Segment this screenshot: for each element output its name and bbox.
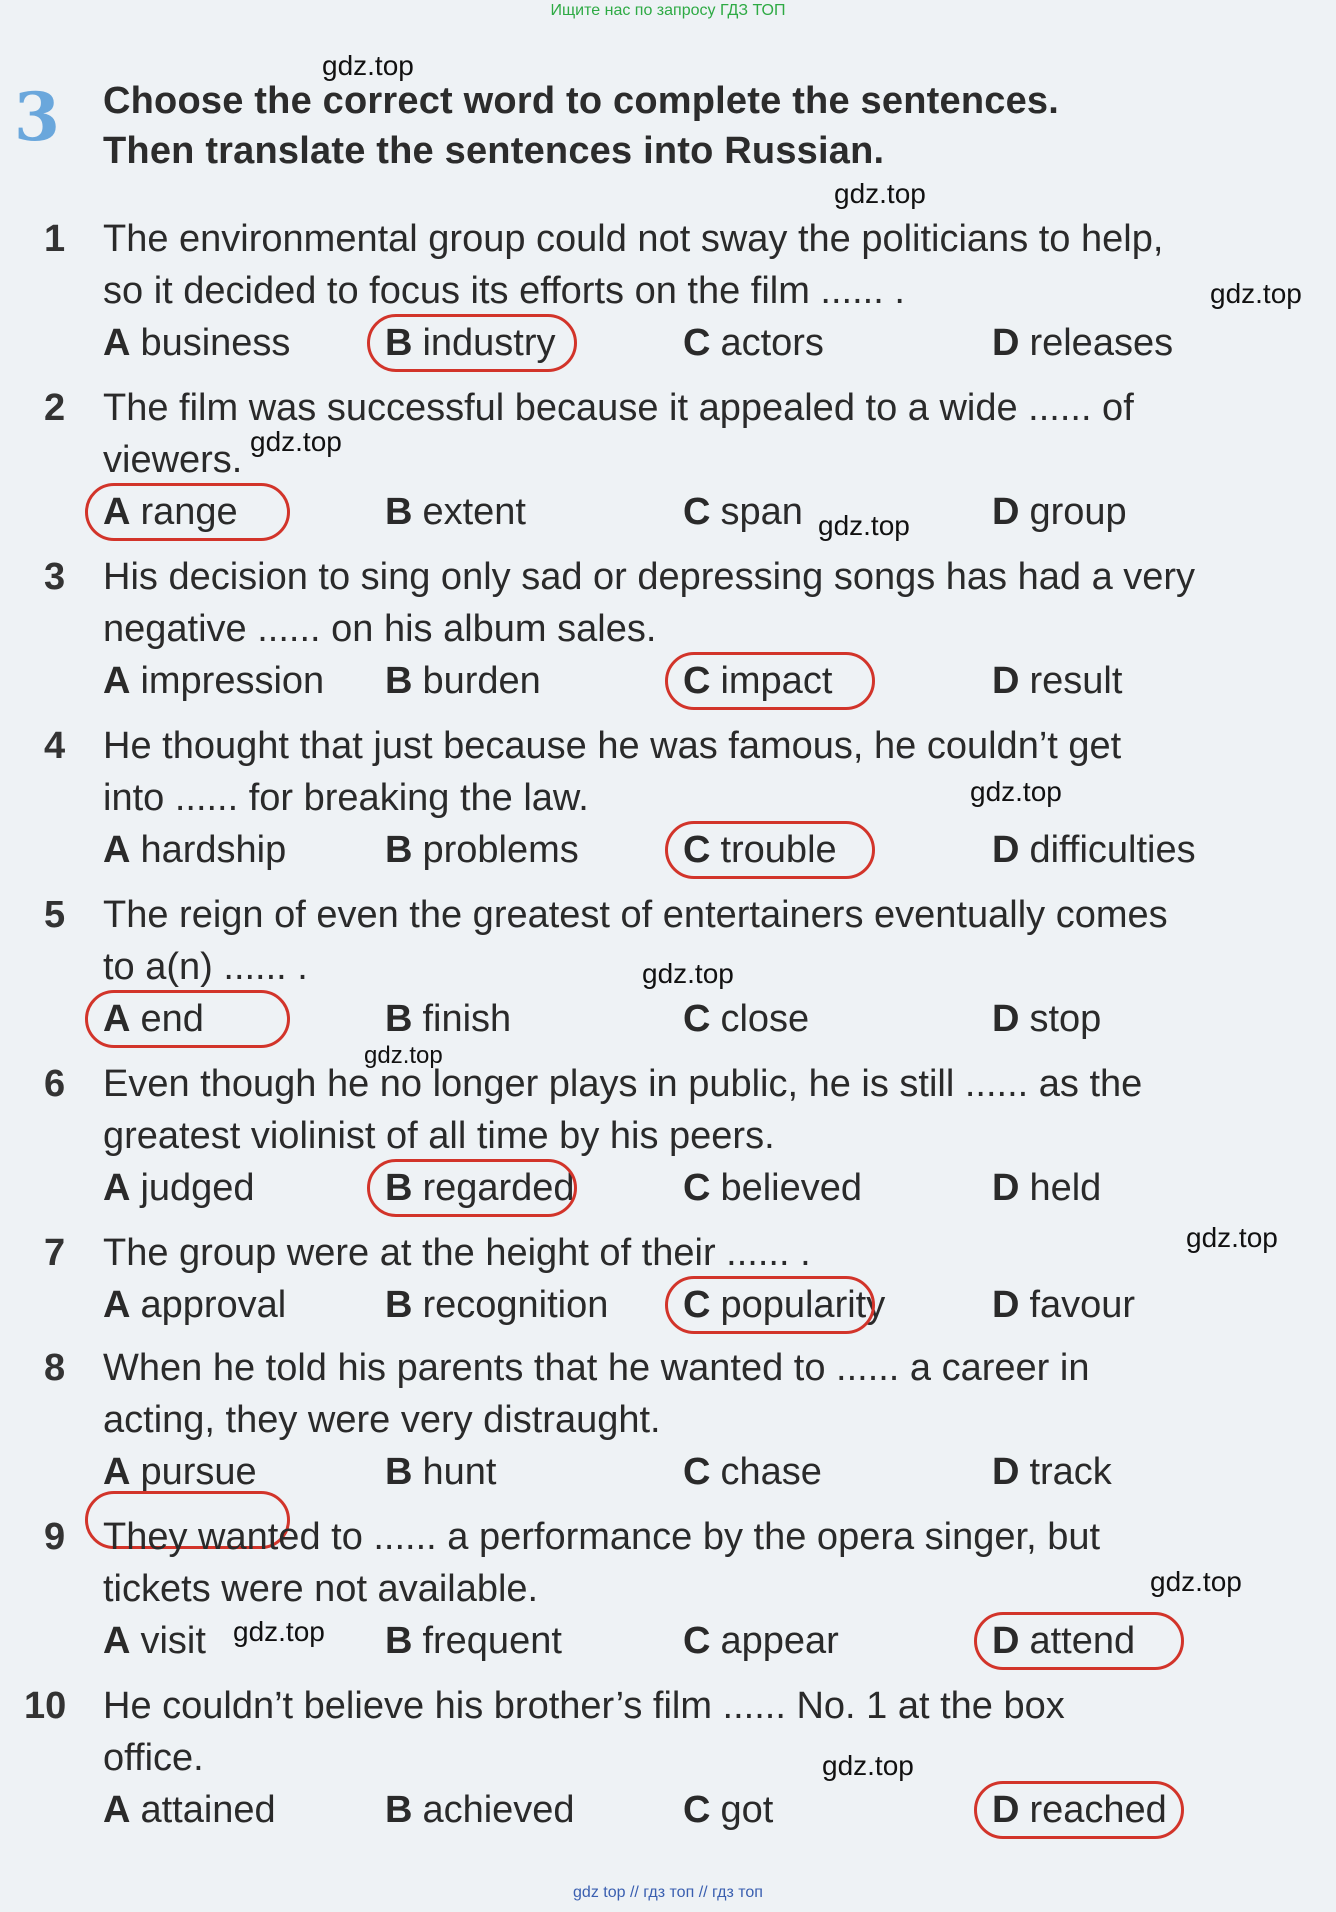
option-letter: D: [992, 1620, 1020, 1662]
option-letter: B: [385, 1167, 413, 1209]
option-letter: B: [385, 1620, 413, 1662]
question-text-line-1: The film was successful because it appealed to a wide ...... of: [103, 387, 1134, 429]
option-word: visit: [140, 1620, 206, 1662]
option-word: approval: [140, 1284, 287, 1326]
option-letter: A: [103, 1789, 131, 1831]
option-word: business: [140, 322, 291, 364]
option-word: chase: [720, 1451, 822, 1493]
option-letter: A: [103, 1620, 131, 1662]
watermark: gdz.top: [364, 1042, 443, 1069]
question-number: 3: [44, 556, 66, 598]
question-number: 6: [44, 1063, 66, 1105]
option-word: recognition: [422, 1284, 609, 1326]
option-word: impact: [720, 660, 833, 702]
answer-circle: [85, 483, 290, 541]
watermark: gdz.top: [1150, 1566, 1242, 1597]
exercise-instruction-line-2: Then translate the sentences into Russian.: [103, 130, 885, 172]
question-text-line-2: office.: [103, 1737, 204, 1779]
question-text-line-1: Even though he no longer plays in public, he is still ...... as the: [103, 1063, 1143, 1105]
option-d[interactable]: [992, 1284, 1135, 1327]
question-text-line-1: He thought that just because he was famous, he couldn’t get: [103, 725, 1122, 767]
option-word: track: [1029, 1451, 1112, 1493]
option-letter: D: [992, 829, 1020, 871]
option-letter: C: [683, 1620, 711, 1662]
option-word: popularity: [720, 1284, 886, 1326]
answer-circle: [665, 821, 875, 879]
option-word: held: [1029, 1167, 1102, 1209]
answer-circle: [974, 1781, 1184, 1839]
watermark: gdz.top: [322, 50, 414, 81]
question-text-line-1: The environmental group could not sway the politicians to help,: [103, 218, 1164, 260]
option-letter: B: [385, 1284, 413, 1326]
question-number: 5: [44, 894, 66, 936]
option-letter: D: [992, 1167, 1020, 1209]
option-letter: A: [103, 1284, 131, 1326]
option-word: impression: [140, 660, 325, 702]
option-letter: A: [103, 829, 131, 871]
option-letter: B: [385, 829, 413, 871]
option-letter: C: [683, 1167, 711, 1209]
option-letter: D: [992, 1451, 1020, 1493]
option-c[interactable]: [683, 491, 803, 534]
option-word: burden: [422, 660, 541, 702]
option-word: favour: [1029, 1284, 1136, 1326]
question-text-line-2: tickets were not available.: [103, 1568, 539, 1610]
option-c[interactable]: [683, 998, 809, 1041]
question-text-line-1: The reign of even the greatest of entertainers eventually comes: [103, 894, 1168, 936]
option-letter: D: [992, 322, 1020, 364]
option-word: trouble: [720, 829, 837, 871]
option-d[interactable]: [992, 829, 1196, 872]
option-a[interactable]: [103, 1789, 276, 1832]
exercise-number: 3: [14, 78, 60, 156]
option-letter: C: [683, 660, 711, 702]
watermark: gdz.top: [1210, 278, 1302, 309]
option-word: attend: [1029, 1620, 1136, 1662]
option-letter: C: [683, 1284, 711, 1326]
option-b[interactable]: [385, 1620, 562, 1663]
option-letter: B: [385, 1451, 413, 1493]
option-letter: C: [683, 1451, 711, 1493]
answer-circle: [85, 990, 290, 1048]
option-letter: A: [103, 322, 131, 364]
option-word: reached: [1029, 1789, 1167, 1831]
option-word: end: [140, 998, 204, 1040]
option-b[interactable]: [385, 660, 541, 703]
option-d[interactable]: [992, 660, 1122, 703]
option-a[interactable]: [103, 322, 290, 365]
option-letter: A: [103, 1167, 131, 1209]
question-text-line-2: viewers.: [103, 439, 243, 481]
question-text-line-2: into ...... for breaking the law.: [103, 777, 589, 819]
option-d[interactable]: [992, 1451, 1112, 1494]
option-letter: B: [385, 660, 413, 702]
option-a[interactable]: [103, 660, 324, 703]
option-a[interactable]: [103, 1167, 255, 1210]
question-text-line-1: He couldn’t believe his brother’s film ...... No. 1 at the box: [103, 1685, 1065, 1727]
option-letter: A: [103, 1451, 131, 1493]
answer-circle: [665, 652, 875, 710]
question-number: 9: [44, 1516, 66, 1558]
option-word: close: [720, 998, 810, 1040]
question-text-line-2: acting, they were very distraught.: [103, 1399, 661, 1441]
option-word: span: [720, 491, 803, 533]
option-a[interactable]: [103, 1620, 206, 1663]
option-letter: B: [385, 1789, 413, 1831]
option-c[interactable]: [683, 1451, 822, 1494]
option-b[interactable]: [385, 1789, 575, 1832]
watermark: gdz.top: [822, 1750, 914, 1781]
answer-circle: [367, 1159, 577, 1217]
question-number: 7: [44, 1232, 66, 1274]
option-word: industry: [422, 322, 556, 364]
option-letter: C: [683, 1789, 711, 1831]
option-d[interactable]: [992, 1167, 1101, 1210]
option-word: hardship: [140, 829, 287, 871]
option-word: believed: [720, 1167, 863, 1209]
bottom-footer[interactable]: gdz top // гдз топ // гдз топ: [573, 1884, 763, 1901]
answer-circle: [367, 314, 577, 372]
option-letter: A: [103, 660, 131, 702]
option-word: group: [1029, 491, 1127, 533]
option-word: attained: [140, 1789, 276, 1831]
option-d[interactable]: [992, 491, 1127, 534]
question-number: 10: [24, 1685, 67, 1727]
watermark: gdz.top: [250, 426, 342, 457]
option-a[interactable]: [103, 829, 286, 872]
question-text-line-1: When he told his parents that he wanted to ...... a career in: [103, 1347, 1090, 1389]
answer-circle: [665, 1276, 875, 1334]
option-word: pursue: [140, 1451, 257, 1493]
question-number: 1: [44, 218, 66, 260]
option-letter: D: [992, 1284, 1020, 1326]
option-c[interactable]: [683, 1789, 773, 1832]
option-letter: C: [683, 491, 711, 533]
watermark: gdz.top: [233, 1616, 325, 1647]
option-word: got: [720, 1789, 774, 1831]
option-word: result: [1029, 660, 1123, 702]
option-letter: B: [385, 491, 413, 533]
option-b[interactable]: [385, 1284, 608, 1327]
option-letter: D: [992, 660, 1020, 702]
option-word: range: [140, 491, 238, 533]
watermark: gdz.top: [818, 510, 910, 541]
option-word: actors: [720, 322, 824, 364]
option-word: regarded: [422, 1167, 575, 1209]
option-b[interactable]: [385, 998, 511, 1041]
question-number: 4: [44, 725, 66, 767]
option-word: hunt: [422, 1451, 497, 1493]
option-c[interactable]: [683, 1167, 862, 1210]
question-number: 8: [44, 1347, 66, 1389]
option-d[interactable]: [992, 998, 1101, 1041]
option-word: finish: [422, 998, 512, 1040]
option-d[interactable]: [992, 322, 1173, 365]
option-letter: C: [683, 322, 711, 364]
option-a[interactable]: [103, 1284, 286, 1327]
option-word: difficulties: [1029, 829, 1196, 871]
top-banner[interactable]: Ищите нас по запросу ГДЗ ТОП: [550, 2, 786, 19]
option-letter: B: [385, 322, 413, 364]
option-word: frequent: [422, 1620, 562, 1662]
option-letter: D: [992, 1789, 1020, 1831]
watermark: gdz.top: [970, 776, 1062, 807]
question-text-line-2: so it decided to focus its efforts on the film ...... .: [103, 270, 905, 312]
option-c[interactable]: [683, 1620, 839, 1663]
option-word: problems: [422, 829, 579, 871]
option-letter: A: [103, 491, 131, 533]
watermark: gdz.top: [1186, 1222, 1278, 1253]
question-text-line-2: to a(n) ...... .: [103, 946, 308, 988]
option-letter: D: [992, 998, 1020, 1040]
question-text-line-1: They wanted to ...... a performance by the opera singer, but: [103, 1516, 1101, 1558]
option-letter: C: [683, 998, 711, 1040]
option-letter: A: [103, 998, 131, 1040]
answer-circle: [974, 1612, 1184, 1670]
question-text-line-1: His decision to sing only sad or depressing songs has had a very: [103, 556, 1196, 598]
option-c[interactable]: [683, 322, 824, 365]
option-letter: D: [992, 491, 1020, 533]
question-text-line-1: The group were at the height of their ...... .: [103, 1232, 811, 1274]
question-text-line-2: greatest violinist of all time by his peers.: [103, 1115, 775, 1157]
option-letter: B: [385, 998, 413, 1040]
exercise-instruction-line-1: Choose the correct word to complete the sentences.: [103, 80, 1059, 122]
question-number: 2: [44, 387, 66, 429]
option-word: judged: [140, 1167, 255, 1209]
option-letter: C: [683, 829, 711, 871]
option-a[interactable]: [103, 1451, 257, 1494]
watermark: gdz.top: [642, 958, 734, 989]
option-word: appear: [720, 1620, 839, 1662]
option-b[interactable]: [385, 491, 526, 534]
watermark: gdz.top: [834, 178, 926, 209]
option-word: achieved: [422, 1789, 575, 1831]
option-word: stop: [1029, 998, 1102, 1040]
question-text-line-2: negative ...... on his album sales.: [103, 608, 657, 650]
option-b[interactable]: [385, 829, 579, 872]
option-b[interactable]: [385, 1451, 496, 1494]
option-word: releases: [1029, 322, 1174, 364]
option-word: extent: [422, 491, 526, 533]
